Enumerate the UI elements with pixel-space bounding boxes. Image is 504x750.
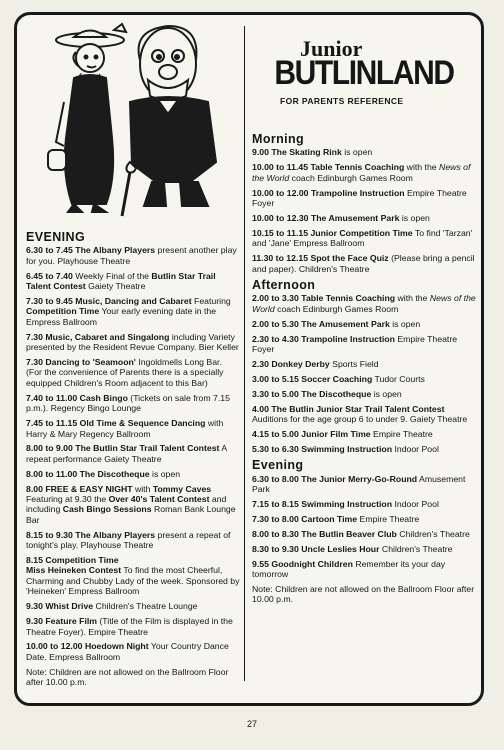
schedule-entry: 8.30 to 9.30 Uncle Leslies Hour Children's Theatre [252, 543, 453, 554]
schedule-entry: 7.30 Music, Cabaret and Singalong including Variety presented by the Resident Revue Company. Bier Keller [26, 331, 239, 353]
schedule-entry: 2.00 to 3.30 Table Tennis Coaching with the News of the World coach Edinburgh Games Room [252, 293, 476, 314]
brand-junior: Junior [300, 36, 363, 61]
schedule-entry: 6.30 to 7.45 The Albany Players present another play for you. Playhouse Theatre [26, 245, 237, 266]
schedule-entry: 2.00 to 5.30 The Amusement Park is open [252, 318, 421, 329]
schedule-entry: 4.00 The Butlin Junior Star Trail Talent Contest Auditions for the age group 6 to under 9. Gaiety Theatre [252, 403, 468, 425]
schedule-entry: 2.30 Donkey Derby Sports Field [252, 358, 379, 369]
schedule-entry: 7.15 to 8.15 Swimming Instruction Indoor Pool [252, 498, 439, 509]
schedule-entry: 3.30 to 5.00 The Discotheque is open [252, 388, 402, 399]
section-heading-evening-junior: Evening [252, 458, 304, 473]
schedule-entry: 6.30 to 8.00 The Junior Merry-Go-Round Amusement Park [252, 473, 466, 495]
brand-title: BUTLINLAND [274, 54, 454, 92]
schedule-entry: 9.30 Whist Drive Children's Theatre Lounge [26, 601, 198, 612]
schedule-entry: 9.30 Feature Film (Title of the Film is displayed in the Theatre Foyer). Empire Theatre [26, 616, 233, 637]
cartoon-couple-illustration [30, 22, 240, 218]
schedule-entry: 4.15 to 5.00 Junior Film Time Empire Theatre [252, 428, 433, 439]
schedule-entry: 11.30 to 12.15 Spot the Face Quiz (Please bring a pencil and paper). Children's Theatre [252, 253, 475, 274]
page-number: 27 [246, 719, 257, 729]
cartoon-woman [48, 24, 126, 212]
schedule-entry: 6.45 to 7.40 Weekly Final of the Butlin Star Trail Talent Contest Gaiety Theatre [26, 270, 216, 292]
schedule-entry: 9.55 Goodnight Children Remember its your day tomorrow [252, 558, 446, 579]
schedule-entry: 2.30 to 4.30 Trampoline Instruction Empire Theatre Foyer [252, 333, 458, 354]
section-heading-evening: EVENING [26, 230, 86, 244]
schedule-entry: 7.30 Dancing to 'Seamoon' Ingoldmells Long Bar. (For the convenience of Parents there is a specially equipped Children's Room adjacent to this Bar) [26, 357, 224, 388]
brand-subtitle: FOR PARENTS REFERENCE [280, 96, 404, 106]
schedule-entry: 10.00 to 11.45 Table Tennis Coaching with the News of the World coach Edinburgh Games Room [252, 162, 471, 183]
cartoon-man [122, 26, 216, 216]
schedule-entry: 8.00 to 8.30 The Butlin Beaver Club Children's Theatre [252, 528, 470, 539]
schedule-entry: 10.00 to 12.30 The Amusement Park is open [252, 212, 430, 223]
schedule-entry: 9.00 The Skating Rink is open [252, 147, 373, 158]
schedule-entry: 3.00 to 5.15 Soccer Coaching Tudor Courts [252, 373, 425, 384]
schedule-entry: 5.30 to 6.30 Swimming Instruction Indoor Pool [252, 443, 439, 454]
junior-schedule-right [252, 128, 476, 605]
evening-schedule-left [26, 232, 240, 688]
ballroom-note: Note: Children are not allowed on the Ballroom Floor after 10.00 p.m. [26, 666, 229, 688]
schedule-entry: 7.45 to 11.15 Old Time & Sequence Dancing with Harry & Mary Regency Ballroom [26, 418, 224, 439]
ballroom-note: Note: Children are not allowed on the Ballroom Floor after 10.00 p.m. [252, 583, 475, 605]
schedule-entry: 10.00 to 12.00 Hoedown Night Your Country Dance Date. Empress Ballroom [26, 641, 229, 662]
schedule-entry: 10.00 to 12.00 Trampoline Instruction Empire Theatre Foyer [252, 187, 467, 209]
schedule-entry: 8.15 to 9.30 The Albany Players present a repeat of tonight's play. Playhouse Theatre [26, 529, 231, 551]
schedule-entry: 10.15 to 11.15 Junior Competition Time To find 'Tarzan' and 'Jane' Empress Ballroom [252, 227, 473, 249]
section-heading-afternoon: Afternoon [252, 277, 316, 292]
schedule-entry: 8.15 Competition Time Miss Heineken Contest To find the most Cheerful, Charming and Chubby Lady of the week. Sponsored by 'Heineken' Empress Ballroom [26, 555, 240, 597]
schedule-entry: 8.00 to 11.00 The Discotheque is open [26, 468, 181, 479]
section-heading-morning: Morning [252, 132, 305, 146]
schedule-entry: 8.00 FREE & EASY NIGHT with Tommy Caves Featuring at 9.30 the Over 40's Talent Contest and including Cash Bingo Sessions Roman Bank Lounge Bar [26, 483, 236, 525]
column-divider [244, 26, 245, 681]
schedule-entry: 7.40 to 11.00 Cash Bingo (Tickets on sale from 7.15 p.m.). Regency Bingo Lounge [26, 392, 230, 414]
schedule-entry: 8.00 to 9.00 The Butlin Star Trail Talent Contest A repeat performance Gaiety Theatre [26, 443, 227, 464]
schedule-entry: 7.30 to 8.00 Cartoon Time Empire Theatre [252, 513, 420, 524]
schedule-entry: 7.30 to 9.45 Music, Dancing and Cabaret Featuring Competition Time Your early evening date in the Empress Ballroom [26, 296, 231, 327]
